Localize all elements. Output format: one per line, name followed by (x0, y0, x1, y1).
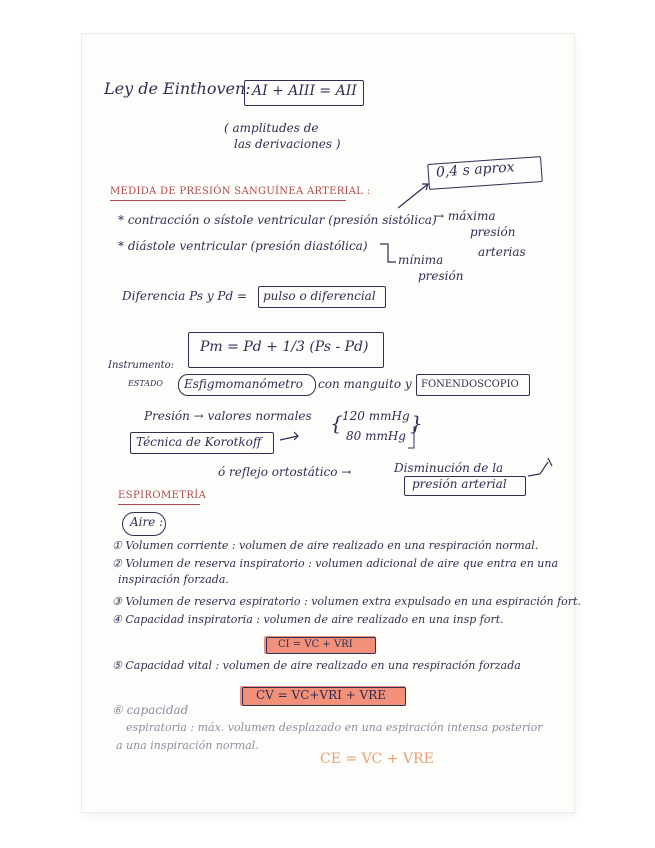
spiro-item-2: ② Volumen de reserva inspiratorio : volumen adicional de aire que entra en una (112, 557, 559, 570)
ci-formula: CI = VC + VRI (278, 639, 353, 650)
approx-text: 0,4 s aprox (435, 159, 516, 181)
spiro-item-1: ① Volumen corriente : volumen de aire realizado en una respiración normal. (112, 539, 539, 552)
spiro-item-6: ⑥ capacidad (112, 703, 189, 717)
estado-label: ESTADO (128, 379, 163, 388)
brace-right: } (410, 411, 423, 435)
fonendo-text: FONENDOSCOPIO (421, 379, 519, 390)
spiro-item-6-def: espiratoria : máx. volumen desplazado en una espiración intensa posterior (126, 721, 543, 734)
pm-formula: Pm = Pd + 1/3 (Ps - Pd) (200, 339, 369, 355)
presion-arterial-text: presión arterial (412, 477, 507, 491)
ce-formula: CE = VC + VRE (320, 751, 434, 767)
spiro-item-2-cont: inspiración forzada. (118, 573, 229, 586)
systole-result-3: arterias (478, 245, 526, 259)
spiro-item-6-cont: a una inspiración normal. (116, 739, 259, 752)
spiro-item-3: ③ Volumen de reserva espiratorio : volumen extra expulsado en una espiración fort. (112, 595, 581, 608)
difference-label: Diferencia Ps y Pd = (122, 289, 248, 303)
spiro-item-5: ⑤ Capacidad vital : volumen de aire realizado en una respiración forzada (112, 659, 521, 672)
amplitudes-note-2: las derivaciones ) (234, 137, 341, 151)
page-title: Ley de Einthoven: (104, 79, 251, 98)
reflejo-text: ó reflejo ortostático → (218, 465, 352, 479)
section-spiro-heading: ESPIROMETRÍA (118, 490, 207, 501)
difference-text: pulso o diferencial (263, 289, 376, 303)
con-manguito: con manguito y (318, 377, 412, 391)
korotkoff-text: Técnica de Korotkoff (136, 435, 262, 449)
systole-line: * contracción o sístole ventricular (presión sistólica) (118, 213, 437, 227)
diastole-result-2: presión (418, 269, 464, 283)
aire-label: Aire : (130, 515, 164, 529)
einthoven-formula: AI + AIII = AII (252, 83, 357, 99)
amplitudes-note-1: ( amplitudes de (224, 121, 319, 135)
diastole-line: * diástole ventricular (presión diastólica) (118, 239, 368, 253)
disminucion-text: Disminución de la (394, 461, 504, 475)
presion-valores: Presión → valores normales (144, 409, 312, 423)
spiro-item-4: ④ Capacidad inspiratoria : volumen de aire realizado en una insp fort. (112, 613, 504, 626)
esfigmo-text: Esfigmomanómetro (184, 377, 303, 391)
brace-left: { (330, 411, 343, 435)
systole-result-1: → máxima (434, 209, 496, 223)
cv-formula: CV = VC+VRI + VRE (256, 688, 387, 702)
diastole-result-1: mínima (398, 253, 444, 267)
systole-result-2: presión (470, 225, 516, 239)
section-pressure-heading: MEDIDA DE PRESIÓN SANGUÍNEA ARTERIAL : (110, 186, 371, 197)
section-spiro-underline (118, 504, 200, 505)
value-120: 120 mmHg (342, 409, 410, 423)
value-80: 80 mmHg (346, 429, 406, 443)
instrument-label: Instrumento: (108, 360, 175, 371)
section-pressure-underline (110, 200, 346, 201)
